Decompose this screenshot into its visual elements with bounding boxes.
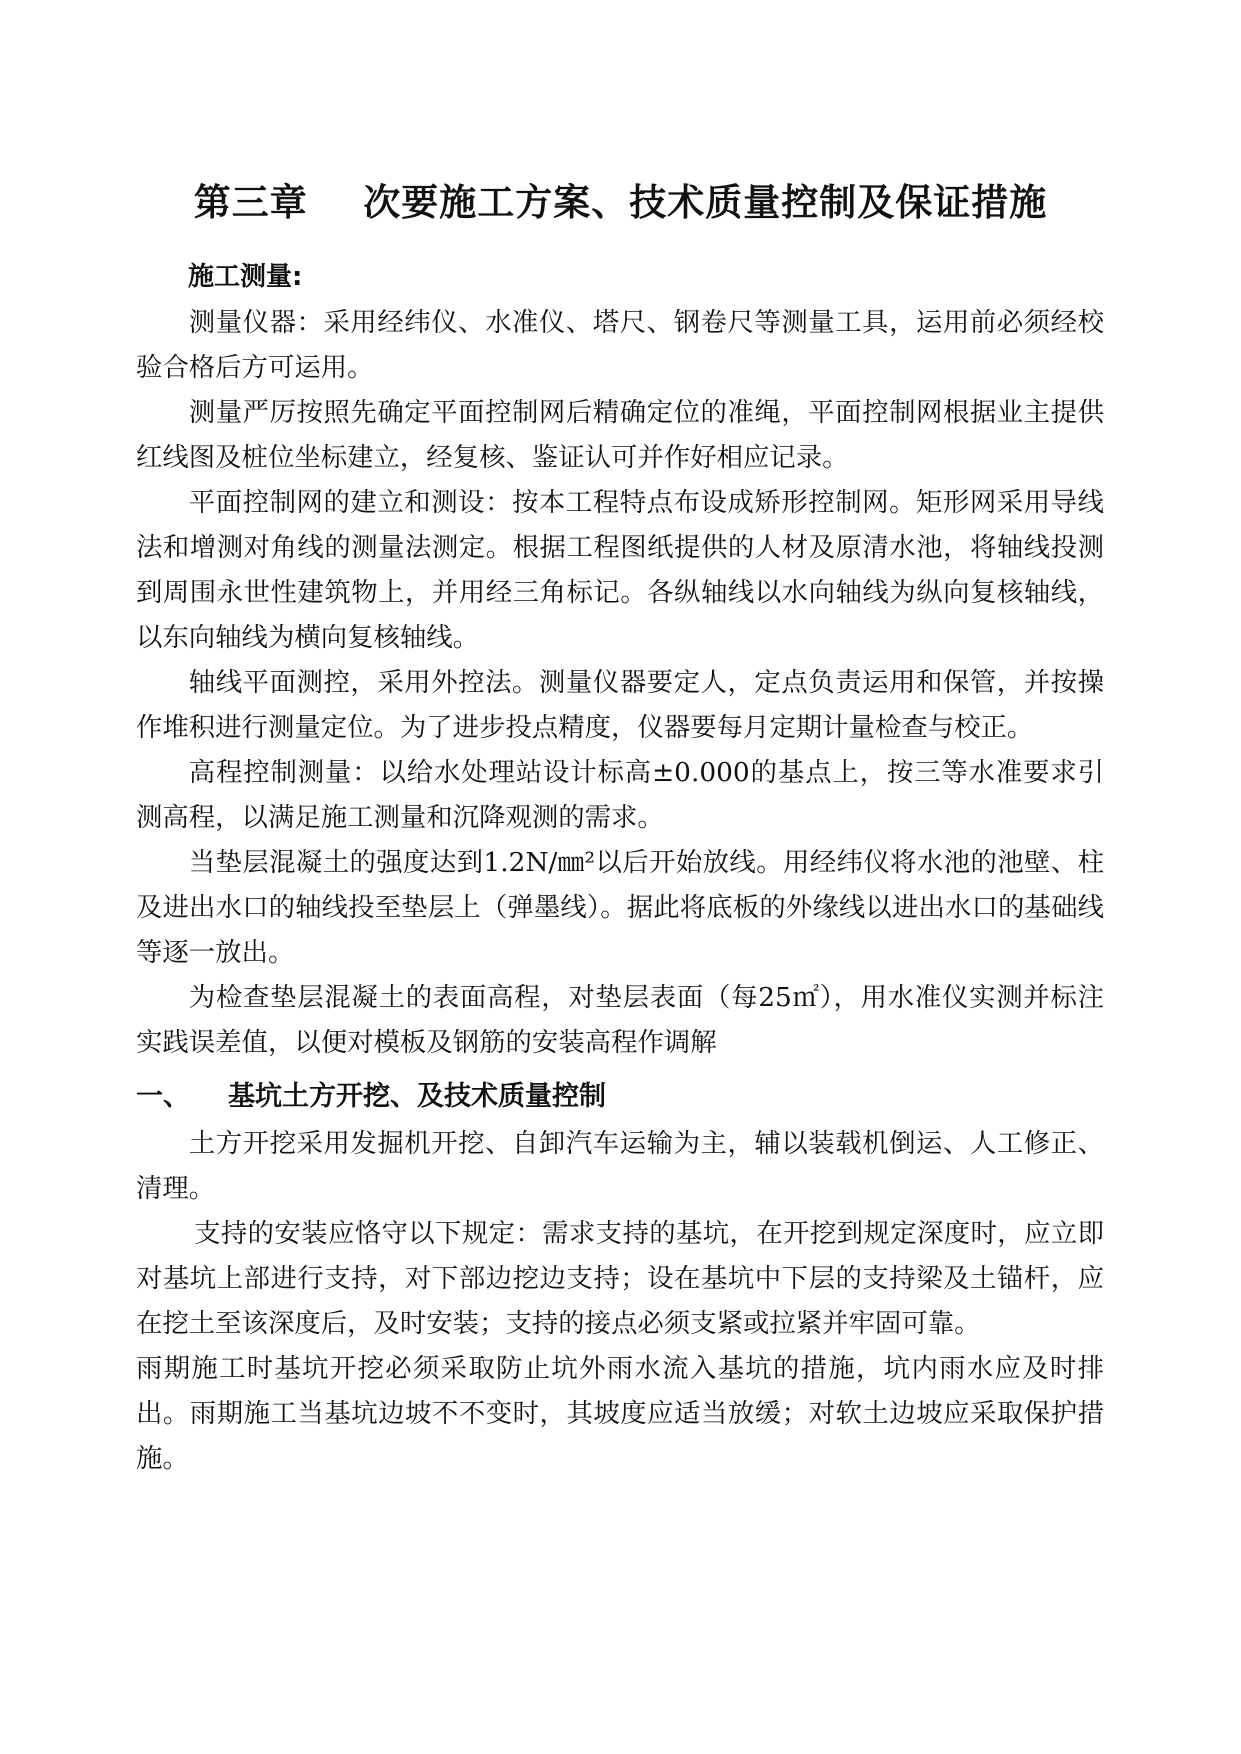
paragraph: 雨期施工时基坑开挖必须采取防止坑外雨水流入基坑的措施，坑内雨水应及时排出。雨期施工当基坑边坡不不变时，其坡度应适当放缓；对软土边坡应采取保护措施。 <box>136 1353 1104 1474</box>
paragraph: 平面控制网的建立和测设：按本工程特点布设成矫形控制网。矩形网采用导线法和增测对角线的测量法测定。根据工程图纸提供的人材及原清水池，将轴线投测到周围永世性建筑物上，并用经三角标记。各纵轴线以水向轴线为纵向复核轴线，以东向轴线为横向复核轴线。 <box>136 487 1104 653</box>
section-heading <box>136 1073 1104 1121</box>
paragraph: 测量仪器：采用经纬仪、水准仪、塔尺、钢卷尺等测量工具，运用前必须经校验合格后方可运用。 <box>136 307 1104 383</box>
paragraph: 为检查垫层混凝土的表面高程，对垫层表面（每25㎡），用水准仪实测并标注实践误差值，以便对模板及钢筋的安装高程作调解 <box>136 982 1104 1058</box>
paragraph: 轴线平面测控，采用外控法。测量仪器要定人，定点负责运用和保管，并按操作堆积进行测量定位。为了进步投点精度，仪器要每月定期计量检查与校正。 <box>136 667 1104 743</box>
chapter-title: 第三章 次要施工方案、技术质量控制及保证措施 <box>193 181 1048 224</box>
section-number: 一、 <box>136 1081 190 1112</box>
paragraph: 支持的安装应恪守以下规定：需求支持的基坑，在开挖到规定深度时，应立即对基坑上部进行支持，对下部边挖边支持；设在基坑中下层的支持梁及土锚杆，应在挖土至该深度后，及时安装；支持的接点必须支紧或拉紧并牢固可靠。 <box>136 1218 1104 1339</box>
paragraph: 土方开挖采用发掘机开挖、自卸汽车运输为主，辅以装载机倒运、人工修正、清理。 <box>136 1128 1104 1204</box>
paragraph: 当垫层混凝土的强度达到1.2N/㎜²以后开始放线。用经纬仪将水池的池壁、柱及进出水口的轴线投至垫层上（弹墨线）。据此将底板的外缘线以进出水口的基础线等逐一放出。 <box>136 847 1104 968</box>
paragraph: 高程控制测量：以给水处理站设计标高±0.000的基点上，按三等水准要求引测高程，以满足施工测量和沉降观测的需求。 <box>136 757 1104 833</box>
subheading-survey: 施工测量: <box>188 262 303 292</box>
paragraph: 测量严厉按照先确定平面控制网后精确定位的准绳，平面控制网根据业主提供红线图及桩位坐标建立，经复核、鉴证认可并作好相应记录。 <box>136 397 1104 473</box>
document-body <box>136 255 1104 1481</box>
section-title: 基坑土方开挖、及技术质量控制 <box>228 1081 606 1112</box>
